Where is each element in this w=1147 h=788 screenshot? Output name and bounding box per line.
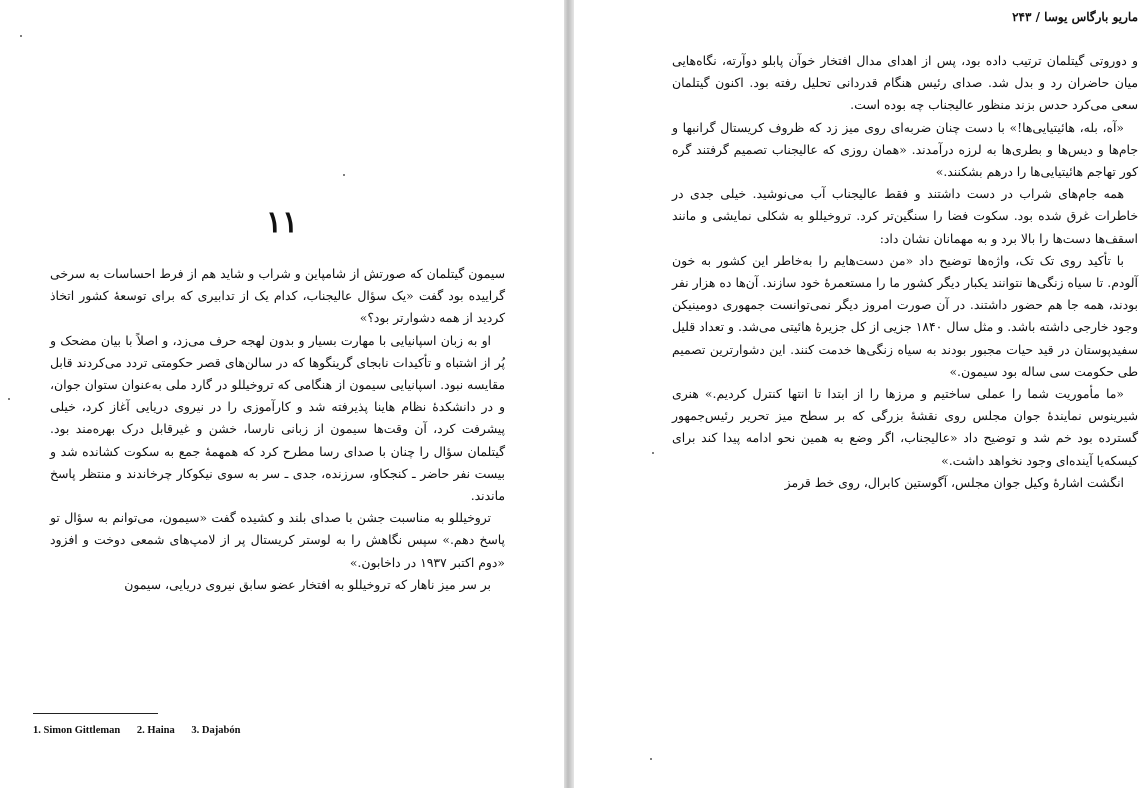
- paragraph: «ما مأموریت شما را عملی ساختیم و مرزها را از ابتدا تا انتها کنترل کردیم.» هنری شیرینوس نمایندهٔ جوان مجلس روی نقشهٔ بزرگی که بر سطح میز تحریر رئیس‌جمهور گسترده بود خم شد و توضیح داد «عالیجناب، اگر وضع به همین نحو ادامه پیدا کند برای کیسکه‌یا آینده‌ای وجود نخواهد داشت.»: [672, 386, 1138, 468]
- scan-speck: [20, 35, 22, 37]
- footnote-divider: [33, 713, 158, 714]
- paragraph: با تأکید روی تک تک، واژه‌ها توضیح داد «من دست‌هایم را به‌خاطر این کشور به خون آلودم. تا سیاه زنگی‌ها نتوانند یکبار دیگر کشور ما را مستعمرهٔ خود سازند. آن‌ها ده هزار نفر بودند، همه جا هم حضور داشتند. در آن صورت امروز دیگر نمی‌توانست جمهوری دومینیکن وجود خارجی داشته باشد. و مثل سال ۱۸۴۰ جزیی از کل جزیرهٔ هائیتی می‌شد. و تعداد قلیل سفیدپوستان در قید حیات مجبور بودند به سیاه زنگی‌ها خدمت کنند. این دشوارترین تصمیم طی حکومت سی ساله بود سیمون.»: [672, 252, 1138, 379]
- paragraph: همه جام‌های شراب در دست داشتند و فقط عالیجناب آب می‌نوشید. خیلی جدی در خاطرات غرق شده بود. سکوت فضا را سنگین‌تر کرد. تروخیللو به شکلی نمایشی و مانند اسقف‌ها دست‌ها را بالا برد و به مهمانان نشان داد:: [672, 186, 1138, 246]
- scan-speck: [8, 398, 10, 400]
- paragraph: سیمون گیتلمان که صورتش از شامپاین و شراب و شاید هم از فرط احساسات به سرخی گراییده بود گفت «یک سؤال عالیجناب، کدام یک از تدابیری که برای توسعهٔ کشور اتخاذ کردید از همه دشوارتر بود؟»: [50, 266, 505, 326]
- left-page: [0, 0, 564, 788]
- left-page-body: [50, 263, 505, 596]
- chapter-number: ۱۱: [265, 205, 299, 240]
- scan-speck: [652, 452, 654, 454]
- footnote: 3. Dajabón: [191, 725, 241, 736]
- scan-speck: [650, 758, 652, 760]
- right-page: [574, 0, 1147, 788]
- running-head: ماریو بارگاس یوسا / ۲۴۳: [1012, 10, 1138, 24]
- paragraph: و دوروتی گیتلمان ترتیب داده بود، پس از اهدای مدال افتخار خوآن پابلو دوآرته، نگاه‌هایی میان حاضران رد و بدل شد. صدای رئیس هنگام قدردانی تحلیل رفته بود. اکنون گیتلمان سعی می‌کرد حدس بزند منظور عالیجناب چه بوده است.: [672, 53, 1138, 113]
- paragraph: «آه، بله، هائیتیایی‌ها!» با دست چنان ضربه‌ای روی میز زد که ظروف کریستال گرانبها و جام‌ها و دیس‌ها و بطری‌ها به لرزه درآمدند. «همان روزی که عالیجناب تصمیم گرفتند گره کور تهاجم هائیتیایی‌ها را درهم بشکنند.»: [672, 119, 1138, 180]
- paragraph: او به زبان اسپانیایی با مهارت بسیار و بدون لهجه حرف می‌زد، و اصلاً با بیان مضحک و پُر از اشتباه و تأکیدات نابجای گرینگوها که در سالن‌های قصر حکومتی تردد می‌کردند قابل مقایسه نبود. اسپانیایی سیمون از هنگامی که تروخیللو در گارد ملی به‌عنوان ستوان جوان، و در دانشکدهٔ نظام هاینا پذیرفته شد و کارآموزی را در نیروی دریایی آغاز کرد، خیلی پیشرفت کرد، آن وقت‌ها سیمون از زبانی نارسا، خشن و غیرقابل درک بهره‌مند بود. گیتلمان سؤال را چنان با صدای رسا مطرح کرد که همهمهٔ جمع به سکوت کشانده شد و بیست نفر حاضر ـ کنجکاو، سرزنده، جدی ـ سر به سوی نیکوکار چرخاندند و منتظر پاسخ ماندند.: [50, 332, 505, 504]
- footnote: 1. Simon Gittleman: [33, 725, 121, 736]
- footnotes: [33, 725, 254, 736]
- right-page-body: [672, 50, 1138, 494]
- scan-speck: [343, 174, 345, 176]
- book-gutter: [564, 0, 574, 788]
- footnote: 2. Haina: [136, 725, 175, 736]
- paragraph: بر سر میز ناهار که تروخیللو به افتخار عضو سابق نیروی دریایی، سیمون: [124, 576, 491, 592]
- paragraph: انگشت اشارهٔ وکیل جوان مجلس، آگوستین کابرال، روی خط قرمز: [784, 474, 1124, 490]
- paragraph: تروخیللو به مناسبت جشن با صدای بلند و کشیده گفت «سیمون، می‌توانم به سؤال تو پاسخ دهم.» سپس نگاهش را به لوستر کریستال پر از لامپ‌های شمعی دوخت و افزود «دوم اکتبر ۱۹۳۷ در داخابون.»: [50, 510, 505, 570]
